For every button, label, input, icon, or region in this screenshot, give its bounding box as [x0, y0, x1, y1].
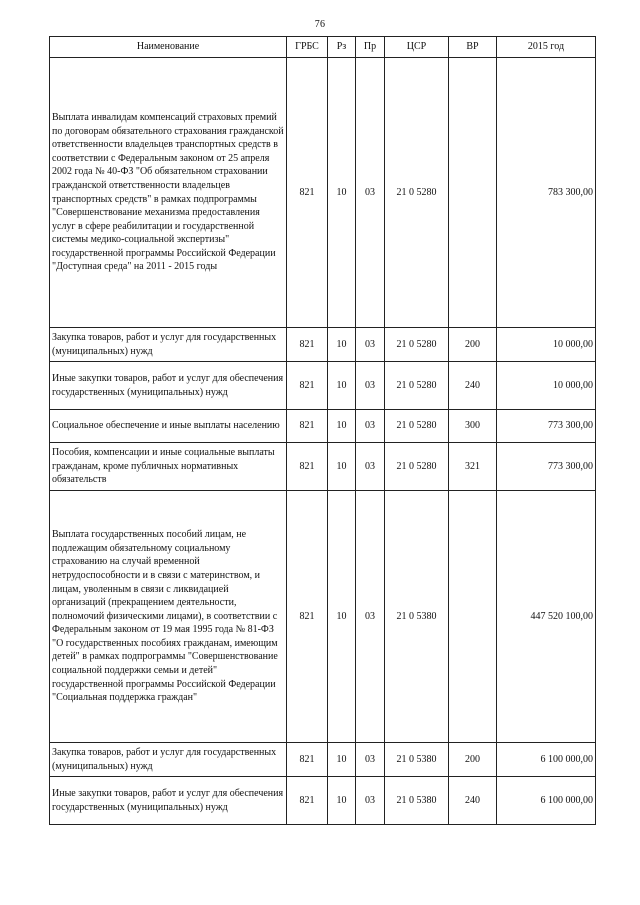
row-grbs: 821 [287, 777, 328, 825]
row-amount: 10 000,00 [497, 362, 596, 410]
row-amount: 6 100 000,00 [497, 743, 596, 777]
row-rz: 10 [328, 328, 356, 362]
header-rz: Рз [328, 37, 356, 58]
row-rz: 10 [328, 777, 356, 825]
row-pr: 03 [356, 777, 385, 825]
header-csr: ЦСР [385, 37, 449, 58]
table-row [50, 58, 596, 328]
row-name: Закупка товаров, работ и услуг для государственных (муниципальных) нужд [50, 743, 287, 777]
row-amount: 447 520 100,00 [497, 491, 596, 743]
table-row [50, 362, 596, 410]
row-pr: 03 [356, 743, 385, 777]
header-year: 2015 год [497, 37, 596, 58]
row-csr: 21 0 5280 [385, 328, 449, 362]
row-rz: 10 [328, 491, 356, 743]
row-name: Иные закупки товаров, работ и услуг для обеспечения государственных (муниципальных) нужд [50, 362, 287, 410]
row-amount: 773 300,00 [497, 443, 596, 491]
table-header-row [50, 37, 596, 58]
row-csr: 21 0 5380 [385, 743, 449, 777]
row-csr: 21 0 5280 [385, 443, 449, 491]
row-name: Выплата государственных пособий лицам, не подлежащим обязательному социальному страхованию на случай временной нетрудоспособности и в связи с материнством, и лицам, уволенным в связи с ликвидацией организаций (прекращением деятельности, полномочий физическими лицами), в соответствии с Федеральным законом от 19 мая 1995 года № 81-ФЗ "О государственных пособиях гражданам, имеющим детей" в рамках подпрограммы "Совершенствование социальной поддержки семьи и детей" государственной программы Российской Федерации "Социальная поддержка граждан" [50, 491, 287, 743]
row-csr: 21 0 5280 [385, 58, 449, 328]
row-vr: 240 [449, 362, 497, 410]
table-row [50, 777, 596, 825]
table-row [50, 491, 596, 743]
row-vr: 200 [449, 743, 497, 777]
row-csr: 21 0 5280 [385, 362, 449, 410]
row-pr: 03 [356, 58, 385, 328]
table-row [50, 410, 596, 443]
budget-table [49, 36, 596, 825]
row-grbs: 821 [287, 328, 328, 362]
header-name: Наименование [50, 37, 287, 58]
row-csr: 21 0 5280 [385, 410, 449, 443]
row-rz: 10 [328, 743, 356, 777]
row-amount: 6 100 000,00 [497, 777, 596, 825]
header-pr: Пр [356, 37, 385, 58]
row-rz: 10 [328, 58, 356, 328]
header-vr: ВР [449, 37, 497, 58]
row-vr: 321 [449, 443, 497, 491]
row-pr: 03 [356, 362, 385, 410]
table-row [50, 443, 596, 491]
row-pr: 03 [356, 491, 385, 743]
row-rz: 10 [328, 410, 356, 443]
row-grbs: 821 [287, 410, 328, 443]
page-number: 76 [314, 19, 326, 30]
row-name: Закупка товаров, работ и услуг для государственных (муниципальных) нужд [50, 328, 287, 362]
row-csr: 21 0 5380 [385, 777, 449, 825]
row-amount: 783 300,00 [497, 58, 596, 328]
row-name: Выплата инвалидам компенсаций страховых премий по договорам обязательного страхования гражданской ответственности владельцев транспортных средств в соответствии с Федеральным законом от 25 апреля 2002 года № 40-ФЗ "Об обязательном страховании гражданской ответственности владельцев транспортных средств" в рамках подпрограммы "Совершенствование механизма предоставления услуг в сфере реабилитации и государственной системы медико-социальной экспертизы" государственной программы Российской Федерации "Доступная среда" на 2011 - 2015 годы [50, 58, 287, 328]
row-csr: 21 0 5380 [385, 491, 449, 743]
row-grbs: 821 [287, 58, 328, 328]
header-grbs: ГРБС [287, 37, 328, 58]
row-vr: 240 [449, 777, 497, 825]
row-pr: 03 [356, 328, 385, 362]
row-rz: 10 [328, 443, 356, 491]
table-row [50, 743, 596, 777]
row-vr: 200 [449, 328, 497, 362]
row-grbs: 821 [287, 443, 328, 491]
row-name: Социальное обеспечение и иные выплаты населению [50, 410, 287, 443]
row-vr [449, 491, 497, 743]
table-row [50, 328, 596, 362]
row-vr [449, 58, 497, 328]
row-pr: 03 [356, 443, 385, 491]
row-vr: 300 [449, 410, 497, 443]
row-pr: 03 [356, 410, 385, 443]
row-grbs: 821 [287, 491, 328, 743]
row-rz: 10 [328, 362, 356, 410]
row-amount: 10 000,00 [497, 328, 596, 362]
row-name: Иные закупки товаров, работ и услуг для обеспечения государственных (муниципальных) нужд [50, 777, 287, 825]
row-amount: 773 300,00 [497, 410, 596, 443]
row-grbs: 821 [287, 362, 328, 410]
row-name: Пособия, компенсации и иные социальные выплаты гражданам, кроме публичных нормативных обязательств [50, 443, 287, 491]
row-grbs: 821 [287, 743, 328, 777]
